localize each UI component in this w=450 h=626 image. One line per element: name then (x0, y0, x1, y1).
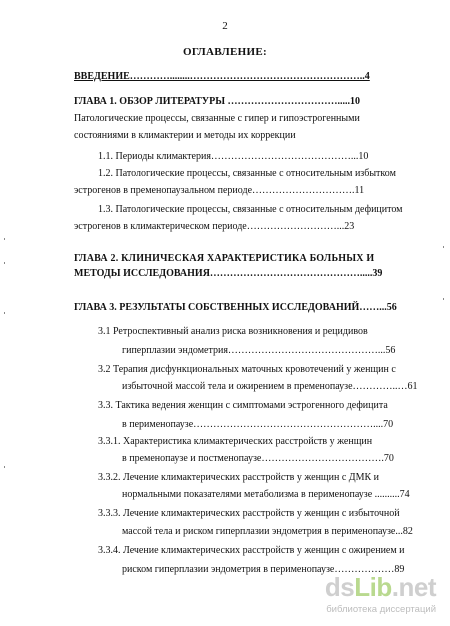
toc-entry-3-3: 3.3. Тактика ведения женщин с симптомами эстрогенного дефицита (98, 400, 388, 411)
watermark-subtitle: библиотека диссертаций (326, 604, 436, 615)
toc-entry-3-1: 3.1 Ретроспективный анализ риска возникновения и рецидивов (98, 326, 368, 337)
scan-speck (4, 238, 5, 240)
toc-entry-chapter1: ГЛАВА 1. ОБЗОР ЛИТЕРАТУРЫ …………………………….....10 (74, 96, 361, 107)
toc-entry-chapter2: ГЛАВА 2. КЛИНИЧЕСКАЯ ХАРАКТЕРИСТИКА БОЛЬНЫХ И (74, 253, 375, 264)
toc-entry-3-3-1: 3.3.1. Характеристика климактерических расстройств у женщин (98, 436, 373, 447)
toc-entry-chapter1-subtitle-cont: состояниями в климактерии и методы их коррекции (74, 130, 296, 141)
toc-entry-1-3-cont: эстрогенов в климактерическом периоде………………………...23 (74, 221, 355, 232)
toc-entry-3-3-3-cont: массой тела и риском гиперплазии эндометрия в перименопаузе...82 (122, 526, 413, 537)
toc-entry-3-3-2: 3.3.2. Лечение климактерических расстройств у женщин с ДМК и (98, 472, 379, 483)
toc-entry-chapter3: ГЛАВА 3. РЕЗУЛЬТАТЫ СОБСТВЕННЫХ ИССЛЕДОВАНИЙ……...56 (74, 302, 397, 313)
scan-speck (4, 312, 5, 314)
scan-speck (4, 466, 5, 468)
toc-entry-3-2: 3.2 Терапия дисфункциональных маточных кровотечений у женщин с (98, 364, 396, 375)
toc-entry-1-2-cont: эстрогенов в пременопаузальном периоде………………………….11 (74, 185, 365, 196)
toc-entry-3-3-3: 3.3.3. Лечение климактерических расстройств у женщин с избыточной (98, 508, 400, 519)
page-number: 2 (222, 20, 228, 32)
toc-entry-chapter1-subtitle: Патологические процессы, связанные с гипер и гипоэстрогенными (74, 113, 360, 124)
toc-entry-3-3-4: 3.3.4. Лечение климактерических расстройств у женщин с ожирением и (98, 545, 405, 556)
toc-entry-3-3-cont: в перименопаузе………………………………………………....70 (122, 419, 394, 430)
toc-entry-chapter2-cont: МЕТОДЫ ИССЛЕДОВАНИЯ……………………………………….....39 (74, 268, 383, 279)
toc-entry-3-2-cont: избыточной массой тела и ожирением в пременопаузе…………..…61 (122, 381, 418, 392)
toc-entry-3-3-4-cont: риском гиперплазии эндометрия в перименопаузе………………89 (122, 564, 405, 575)
dslib-logo: dsLib.net (324, 572, 436, 602)
dslib-watermark (316, 572, 436, 618)
toc-entry-1-2: 1.2. Патологические процессы, связанные с относительным избытком (98, 168, 396, 179)
toc-heading: ОГЛАВЛЕНИЕ: (183, 46, 267, 58)
toc-entry-3-3-1-cont: в пременопаузе и постменопаузе……………………………….70 (122, 453, 394, 464)
toc-entry-1-3: 1.3. Патологические процессы, связанные с относительным дефицитом (98, 204, 403, 215)
toc-entry-intro: ВВЕДЕНИЕ…………........……………………………………………..4 (74, 71, 370, 82)
toc-entry-3-3-2-cont: нормальными показателями метаболизма в перименопаузе ..........74 (122, 489, 410, 500)
scan-speck (443, 298, 444, 300)
scan-speck (443, 246, 444, 248)
scan-speck (4, 262, 5, 264)
toc-entry-1-1: 1.1. Периоды климактерия……………………………………...10 (98, 151, 369, 162)
toc-entry-3-1-cont: гиперплазии эндометрия………………………………………...56 (122, 345, 396, 356)
